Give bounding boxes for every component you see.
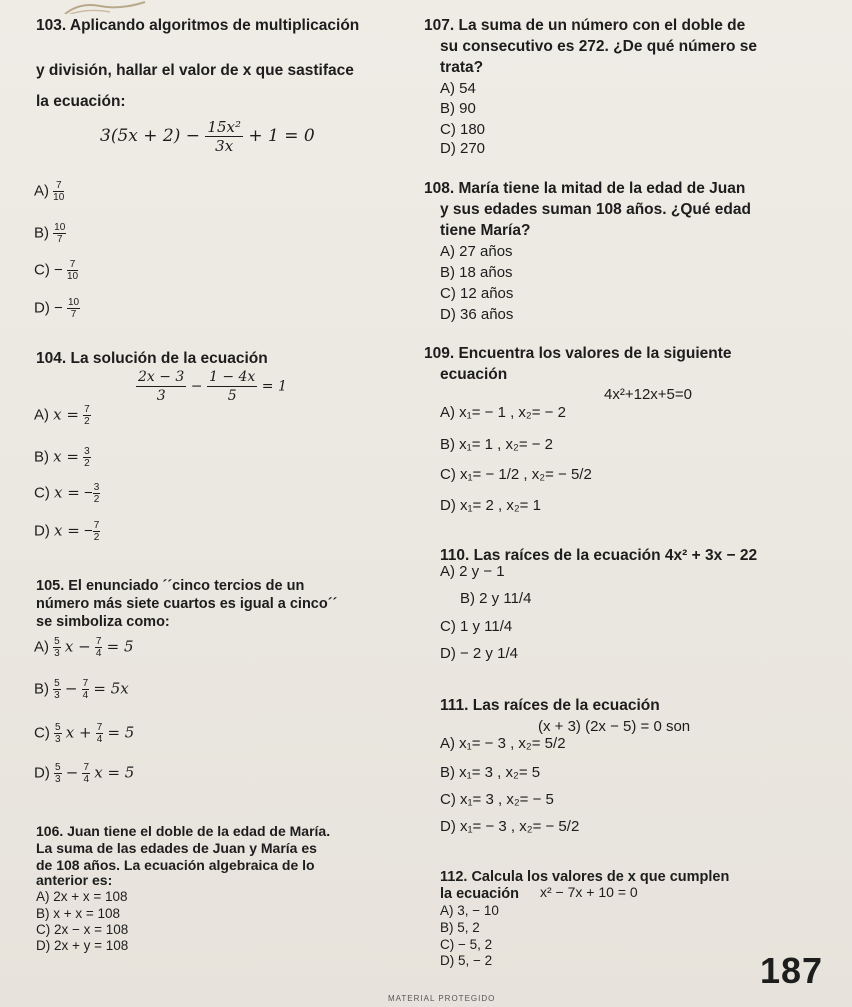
q106-title: 106. Juan tiene el doble de la edad de María. <box>36 823 331 839</box>
q109-title: 109. Encuentra los valores de la siguiente <box>424 345 732 362</box>
q103-option-b: B) $\frac{10}{7}$ <box>34 222 66 245</box>
q105-title: 105. El enunciado ´´cinco tercios de un <box>36 578 305 594</box>
q107-title: 107. La suma de un número con el doble de <box>424 17 746 34</box>
q109-option-d: D) x₁= 2 , x₂= 1 <box>440 497 541 514</box>
q108-title: y sus edades suman 108 años. ¿Qué edad <box>440 201 751 218</box>
page-number: 187 <box>760 950 824 991</box>
q104-option-a: A) x = $\frac{7}{2}$ <box>34 404 90 427</box>
q107-option-d: D) 270 <box>440 140 486 157</box>
q109-equation: 4x²+12x+5=0 <box>604 386 692 403</box>
q107-option-b: B) 90 <box>440 100 476 117</box>
q109-option-c: C) x₁= − 1/2 , x₂= − 5/2 <box>440 466 592 483</box>
q104-equation: $\frac{2x - 3}{3}$ − $\frac{1 - 4x}{5}$ = 1 <box>138 369 287 404</box>
q106-option-d: D) 2x + y = 108 <box>36 938 129 953</box>
q105-option-b: B) $\frac{5}{3}$ − $\frac{7}{4}$ = 5x <box>34 678 129 701</box>
q110-option-c: C) 1 y 11/4 <box>440 618 513 635</box>
q107-option-a: A) 54 <box>440 80 476 97</box>
q107-title: su consecutivo es 272. ¿De qué número se <box>440 38 758 55</box>
q104-option-b: B) x = $\frac{3}{2}$ <box>34 446 90 469</box>
q107-option-c: C) 180 <box>440 121 486 138</box>
q105-title: se simboliza como: <box>36 614 170 630</box>
q112-title: 112. Calcula los valores de x que cumplen <box>440 869 730 885</box>
q108-option-a: A) 27 años <box>440 243 513 260</box>
q109-option-b: B) x₁= 1 , x₂= − 2 <box>440 436 554 453</box>
q111-option-d: D) x₁= − 3 , x₂= − 5/2 <box>440 818 580 835</box>
eq-left: 3(5x + 2) − <box>100 126 200 146</box>
q109-option-a: A) x₁= − 1 , x₂= − 2 <box>440 404 566 421</box>
q106-title: anterior es: <box>36 872 113 888</box>
q105-option-c: C) $\frac{5}{3}$ x + $\frac{7}{4}$ = 5 <box>34 722 135 745</box>
eq-fraction <box>205 118 243 155</box>
q105-option-d: D) $\frac{5}{3}$ − $\frac{7}{4}$ x = 5 <box>34 762 135 785</box>
q104-option-d: D) x = − $\frac{7}{2}$ <box>34 520 100 543</box>
q112-equation: x² − 7x + 10 = 0 <box>540 884 638 900</box>
q103-option-a: A) $\frac{7}{10}$ <box>34 180 65 203</box>
q108-option-b: B) 18 años <box>440 264 513 281</box>
q108-title: 108. María tiene la mitad de la edad de Juan <box>424 180 746 197</box>
eq-right: + 1 = 0 <box>248 126 315 146</box>
q103-title: la ecuación: <box>36 93 126 110</box>
q110-title: 110. Las raíces de la ecuación 4x² + 3x − 22 <box>440 547 758 564</box>
q112-option-c: C) − 5, 2 <box>440 937 493 952</box>
q105-title: número más siete cuartos es igual a cinco´´ <box>36 596 338 612</box>
q112-option-a: A) 3, − 10 <box>440 903 499 918</box>
q106-title: La suma de las edades de Juan y María es <box>36 840 317 856</box>
q112-title: la ecuación <box>440 886 519 902</box>
q106-title: de 108 años. La ecuación algebraica de lo <box>36 857 315 873</box>
q106-option-b: B) x + x = 108 <box>36 906 121 921</box>
q112-option-b: B) 5, 2 <box>440 920 480 935</box>
q111-equation: (x + 3) (2x − 5) = 0 son <box>538 718 691 735</box>
q110-option-d: D) − 2 y 1/4 <box>440 645 518 662</box>
eq-numerator: 15x² <box>207 118 241 136</box>
footer-text: MATERIAL PROTEGIDO <box>388 994 496 1003</box>
q111-option-c: C) x₁= 3 , x₂= − 5 <box>440 791 554 808</box>
decorative-illustration <box>60 0 150 14</box>
q104-option-c: C) x = − $\frac{3}{2}$ <box>34 482 100 505</box>
q105-option-a: A) $\frac{5}{3}$ x − $\frac{7}{4}$ = 5 <box>34 636 134 659</box>
q103-title: y división, hallar el valor de x que sastiface <box>36 62 354 79</box>
eq-denominator: 3x <box>215 137 234 155</box>
q111-option-a: A) x₁= − 3 , x₂= 5/2 <box>440 735 566 752</box>
q106-option-c: C) 2x − x = 108 <box>36 922 129 937</box>
q112-option-d: D) 5, − 2 <box>440 953 493 968</box>
q104-title: 104. La solución de la ecuación <box>36 350 268 367</box>
q103-equation <box>100 118 315 155</box>
q107-title: trata? <box>440 59 484 76</box>
q103-title: 103. Aplicando algoritmos de multiplicación <box>36 17 360 34</box>
q111-option-b: B) x₁= 3 , x₂= 5 <box>440 764 541 781</box>
q103-option-c: C) − $\frac{7}{10}$ <box>34 259 79 282</box>
q108-title: tiene María? <box>440 222 531 239</box>
q103-option-d: D) − $\frac{10}{7}$ <box>34 297 80 320</box>
q108-option-d: D) 36 años <box>440 306 514 323</box>
q110-option-b: B) 2 y 11/4 <box>460 590 532 607</box>
q111-title: 111. Las raíces de la ecuación <box>440 697 660 714</box>
q106-option-a: A) 2x + x = 108 <box>36 889 128 904</box>
q108-option-c: C) 12 años <box>440 285 514 302</box>
q109-title: ecuación <box>440 366 508 383</box>
q110-option-a: A) 2 y − 1 <box>440 563 505 580</box>
